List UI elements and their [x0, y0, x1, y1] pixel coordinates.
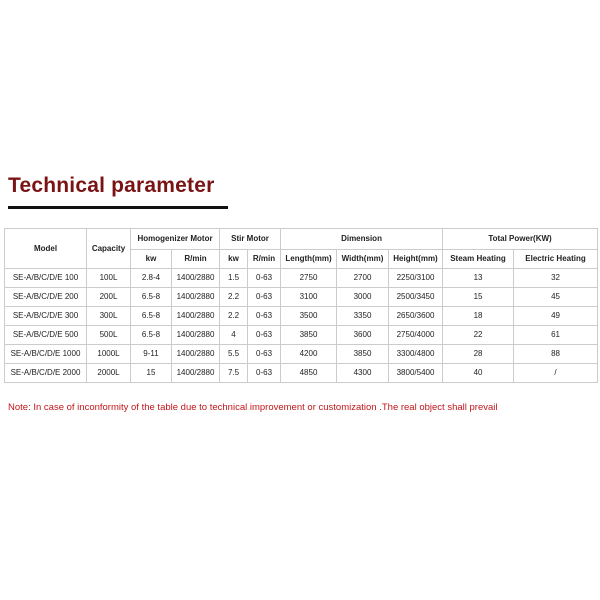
cell-stir-kw: 1.5 [220, 269, 248, 288]
cell-stir-rmin: 0-63 [248, 288, 281, 307]
cell-homogenizer-kw: 9-11 [131, 345, 172, 364]
table-row [5, 269, 598, 288]
cell-steam-heating: 13 [443, 269, 514, 288]
cell-steam-heating: 15 [443, 288, 514, 307]
table-row [5, 326, 598, 345]
cell-height: 3800/5400 [389, 364, 443, 383]
cell-homogenizer-kw: 2.8-4 [131, 269, 172, 288]
cell-height: 2250/3100 [389, 269, 443, 288]
cell-length: 3850 [281, 326, 337, 345]
cell-width: 3000 [337, 288, 389, 307]
table-row [5, 345, 598, 364]
cell-homogenizer-kw: 6.5-8 [131, 307, 172, 326]
cell-model: SE-A/B/C/D/E 500 [5, 326, 87, 345]
cell-stir-rmin: 0-63 [248, 307, 281, 326]
cell-model: SE-A/B/C/D/E 100 [5, 269, 87, 288]
parameter-table [4, 228, 598, 383]
table-row [5, 307, 598, 326]
cell-stir-kw: 2.2 [220, 307, 248, 326]
cell-steam-heating: 28 [443, 345, 514, 364]
cell-stir-kw: 7.5 [220, 364, 248, 383]
title-underline [8, 206, 228, 209]
cell-capacity: 2000L [87, 364, 131, 383]
parameter-table-container [4, 228, 597, 383]
subheader-electric-heating: Electric Heating [514, 250, 598, 269]
table-row [5, 288, 598, 307]
cell-homogenizer-kw: 6.5-8 [131, 326, 172, 345]
cell-capacity: 500L [87, 326, 131, 345]
cell-stir-rmin: 0-63 [248, 345, 281, 364]
cell-homogenizer-rmin: 1400/2880 [172, 307, 220, 326]
cell-width: 3600 [337, 326, 389, 345]
cell-length: 2750 [281, 269, 337, 288]
cell-stir-kw: 4 [220, 326, 248, 345]
cell-stir-kw: 2.2 [220, 288, 248, 307]
cell-electric-heating: 61 [514, 326, 598, 345]
cell-height: 2750/4000 [389, 326, 443, 345]
cell-homogenizer-rmin: 1400/2880 [172, 269, 220, 288]
cell-length: 4200 [281, 345, 337, 364]
cell-length: 3500 [281, 307, 337, 326]
cell-steam-heating: 40 [443, 364, 514, 383]
cell-width: 4300 [337, 364, 389, 383]
cell-model: SE-A/B/C/D/E 300 [5, 307, 87, 326]
cell-homogenizer-rmin: 1400/2880 [172, 326, 220, 345]
table-body [5, 269, 598, 383]
subheader-homogenizer-kw: kw [131, 250, 172, 269]
cell-model: SE-A/B/C/D/E 1000 [5, 345, 87, 364]
cell-capacity: 300L [87, 307, 131, 326]
footnote: Note: In case of inconformity of the table due to technical improvement or customization .The real object shall prevail [8, 402, 498, 413]
cell-capacity: 100L [87, 269, 131, 288]
subheader-stir-kw: kw [220, 250, 248, 269]
cell-stir-rmin: 0-63 [248, 364, 281, 383]
cell-width: 3350 [337, 307, 389, 326]
subheader-length: Length(mm) [281, 250, 337, 269]
cell-model: SE-A/B/C/D/E 200 [5, 288, 87, 307]
cell-electric-heating: 88 [514, 345, 598, 364]
cell-width: 3850 [337, 345, 389, 364]
cell-steam-heating: 22 [443, 326, 514, 345]
cell-capacity: 1000L [87, 345, 131, 364]
cell-homogenizer-kw: 6.5-8 [131, 288, 172, 307]
cell-homogenizer-kw: 15 [131, 364, 172, 383]
cell-height: 3300/4800 [389, 345, 443, 364]
subheader-height: Height(mm) [389, 250, 443, 269]
cell-electric-heating: 49 [514, 307, 598, 326]
cell-stir-kw: 5.5 [220, 345, 248, 364]
cell-width: 2700 [337, 269, 389, 288]
subheader-stir-rmin: R/min [248, 250, 281, 269]
cell-stir-rmin: 0-63 [248, 326, 281, 345]
cell-height: 2650/3600 [389, 307, 443, 326]
table-header [5, 229, 598, 269]
header-capacity: Capacity [87, 229, 131, 269]
cell-homogenizer-rmin: 1400/2880 [172, 345, 220, 364]
header-dimension: Dimension [281, 229, 443, 250]
cell-model: SE-A/B/C/D/E 2000 [5, 364, 87, 383]
cell-homogenizer-rmin: 1400/2880 [172, 364, 220, 383]
cell-capacity: 200L [87, 288, 131, 307]
cell-homogenizer-rmin: 1400/2880 [172, 288, 220, 307]
subheader-steam-heating: Steam Heating [443, 250, 514, 269]
header-homogenizer-motor: Homogenizer Motor [131, 229, 220, 250]
header-stir-motor: Stir Motor [220, 229, 281, 250]
header-model: Model [5, 229, 87, 269]
cell-stir-rmin: 0-63 [248, 269, 281, 288]
page-title: Technical parameter [8, 174, 215, 197]
cell-length: 4850 [281, 364, 337, 383]
header-total-power: Total Power(KW) [443, 229, 598, 250]
cell-length: 3100 [281, 288, 337, 307]
cell-steam-heating: 18 [443, 307, 514, 326]
cell-electric-heating: 32 [514, 269, 598, 288]
cell-height: 2500/3450 [389, 288, 443, 307]
cell-electric-heating: 45 [514, 288, 598, 307]
cell-electric-heating: / [514, 364, 598, 383]
subheader-homogenizer-rmin: R/min [172, 250, 220, 269]
subheader-width: Width(mm) [337, 250, 389, 269]
table-row [5, 364, 598, 383]
